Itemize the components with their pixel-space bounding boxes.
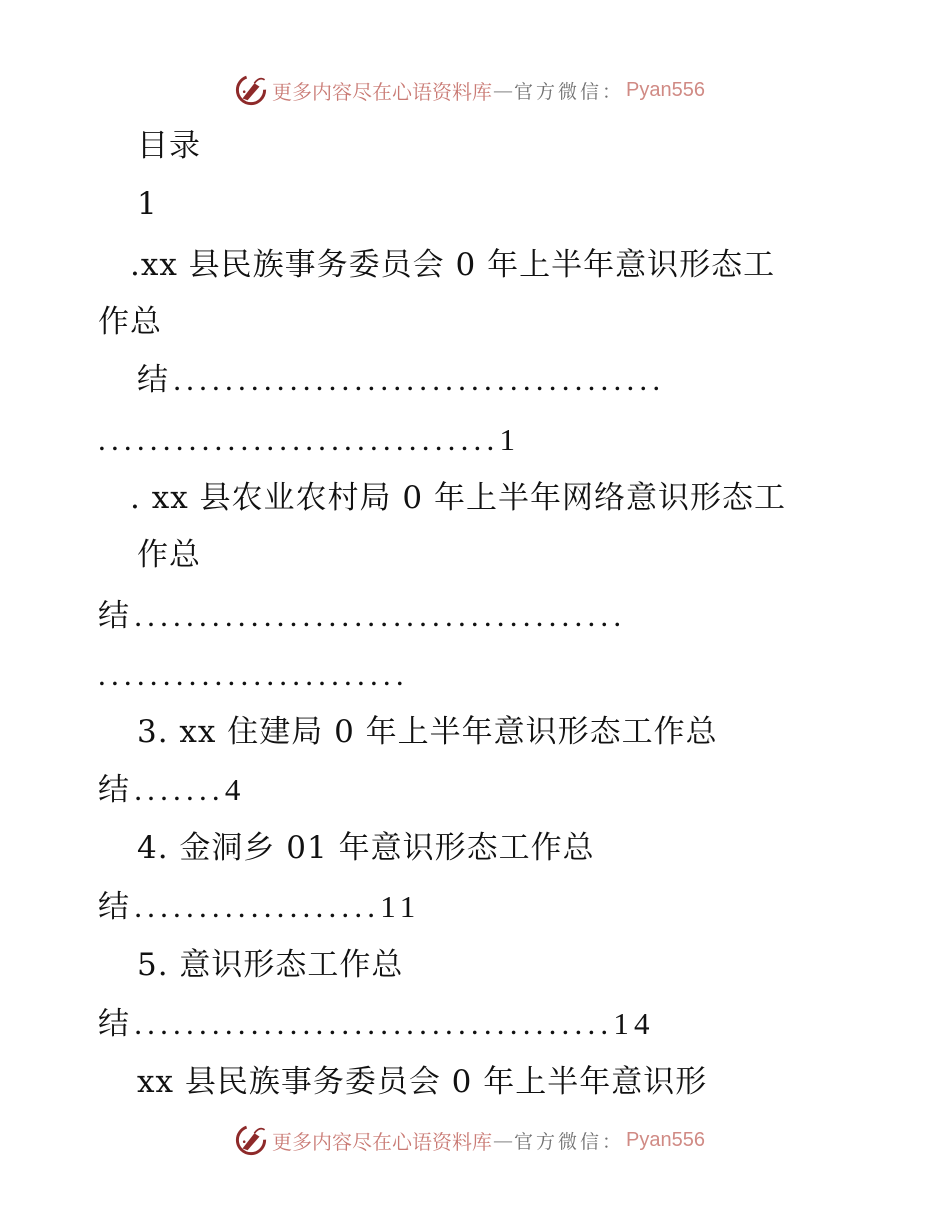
banner-brand-text: 更多内容尽在心语资料库 <box>272 1129 492 1154</box>
quill-pen-logo-icon <box>234 1123 268 1157</box>
footer-watermark-banner <box>234 1120 705 1160</box>
toc-entry-1-title-line1[interactable]: .xx 县民族事务委员会 0 年上半年意识形态工 <box>130 247 776 283</box>
toc-entry-2-leader-line1[interactable]: 结...................................... <box>98 598 627 633</box>
toc-entry-1-leader-line1[interactable]: 结...................................... <box>137 362 666 397</box>
banner-wechat-handle: Pyan556 <box>626 78 705 101</box>
quill-pen-logo-icon <box>234 73 268 107</box>
header-watermark-banner <box>234 70 705 110</box>
body-first-heading: xx 县民族事务委员会 0 年上半年意识形 <box>137 1064 708 1100</box>
banner-wechat-handle: Pyan556 <box>626 1128 705 1151</box>
banner-dash: — <box>493 1128 513 1152</box>
banner-dash: — <box>493 78 513 102</box>
banner-wechat-label: 官方微信： <box>514 1130 625 1153</box>
toc-entry-4-leader-page[interactable]: 结...................11 <box>98 889 421 924</box>
toc-entry-1-leader-page[interactable]: ...............................1 <box>98 422 521 457</box>
toc-entry-5-title[interactable]: 5. 意识形态工作总 <box>137 947 404 983</box>
toc-title: 目录 <box>137 128 201 164</box>
toc-entry-5-leader-page[interactable]: 结.....................................14 <box>98 1006 655 1041</box>
banner-brand-text: 更多内容尽在心语资料库 <box>272 79 492 104</box>
toc-entry-1-number[interactable]: 1 <box>137 186 158 222</box>
banner-wechat-label: 官方微信： <box>514 80 625 103</box>
toc-entry-3-title[interactable]: 3. xx 住建局 0 年上半年意识形态工作总 <box>137 714 718 750</box>
toc-entry-2-title-line1[interactable]: . xx 县农业农村局 0 年上半年网络意识形态工 <box>130 480 786 516</box>
toc-entry-2-leader-line2[interactable]: ........................ <box>98 657 409 692</box>
toc-entry-1-title-line2[interactable]: 作总 <box>98 304 162 340</box>
toc-entry-2-title-line2[interactable]: 作总 <box>137 537 201 573</box>
toc-entry-4-title[interactable]: 4. 金洞乡 01 年意识形态工作总 <box>137 830 595 866</box>
toc-entry-3-leader-page[interactable]: 结.......4 <box>98 772 246 807</box>
